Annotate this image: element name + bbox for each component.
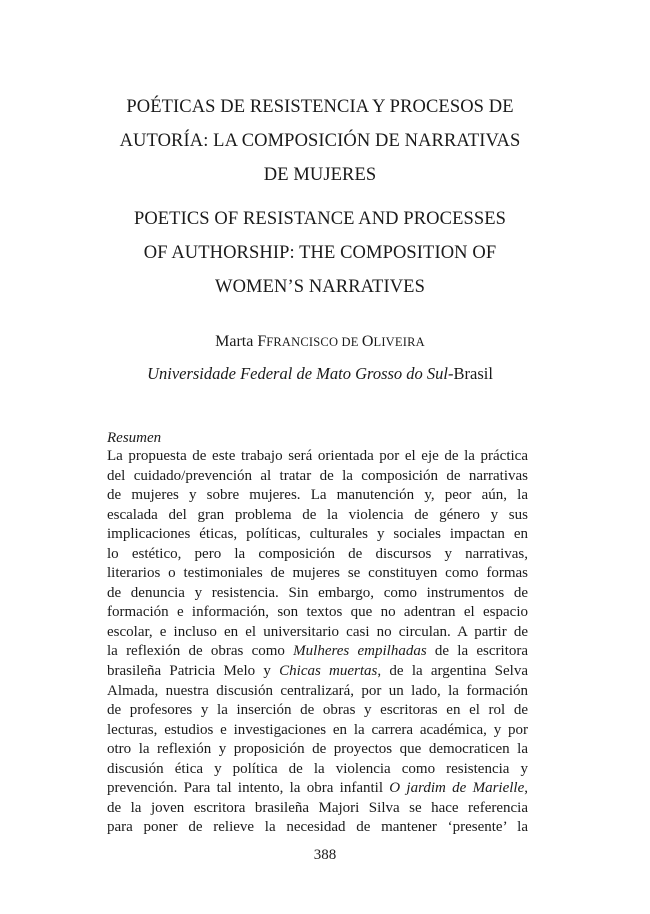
abstract-text: de denuncia y resistencia. Sin embargo, como instrumentos de	[107, 584, 528, 601]
abstract-line	[107, 603, 528, 623]
abstract-text: lecturas, estudios e investigaciones en la carrera académica, y por	[107, 721, 528, 738]
abstract-line	[107, 486, 528, 506]
abstract-text: escalada del gran problema de la violencia de género y sus	[107, 506, 528, 523]
abstract-line	[107, 779, 528, 799]
abstract-text: ,	[524, 780, 528, 797]
abstract-line	[107, 623, 528, 643]
abstract-line	[107, 564, 528, 584]
abstract-line	[107, 682, 528, 702]
spanish-title-line: DE MUJERES	[263, 165, 377, 185]
abstract-text: formación e información, son textos que no adentran el espacio	[107, 604, 528, 621]
abstract-text: Almada, nuestra discusión centralizará, por un lado, la formación	[107, 682, 528, 699]
abstract-line	[107, 662, 528, 682]
abstract-line	[107, 642, 528, 662]
abstract-text: , de la argentina Selva	[377, 663, 529, 680]
abstract-body	[107, 447, 528, 838]
abstract-line	[107, 506, 528, 526]
abstract-text: la reflexión de obras como	[107, 643, 294, 660]
author-surname-initial: F	[257, 333, 267, 350]
abstract-line	[107, 760, 528, 780]
abstract-text: escolar, e incluso en el universitario casi no circulan. A partir de	[107, 623, 528, 640]
abstract-line	[107, 525, 528, 545]
abstract-text: prevención. Para tal intento, la obra infantil	[107, 780, 390, 797]
abstract-text: La propuesta de este trabajo será orientada por el eje de la práctica	[107, 448, 528, 464]
abstract-text: brasileña Patricia Melo y	[107, 663, 280, 680]
abstract-text: del cuidado/prevención al tratar de la composición de narrativas	[107, 467, 528, 484]
abstract-text: otro la reflexión y proposición de proyectos que democraticen la	[107, 741, 528, 758]
abstract-line	[107, 545, 528, 565]
spanish-title	[100, 90, 540, 192]
english-title-line: WOMEN’S NARRATIVES	[215, 277, 425, 297]
abstract-text: de profesores y la inserción de obras y escritoras en el rol de	[107, 702, 528, 719]
abstract-text: de la escritora	[426, 643, 529, 660]
affiliation-institution: Universidade Federal de Mato Grosso do Sul	[147, 364, 448, 383]
abstract-italic-title: Chicas muertas	[279, 663, 378, 680]
spanish-title-line: AUTORÍA: LA COMPOSICIÓN DE NARRATIVAS	[119, 131, 521, 151]
abstract-line	[107, 584, 528, 604]
affiliation-country: -Brasil	[448, 364, 493, 383]
abstract-line	[107, 799, 528, 819]
author-affiliation	[80, 362, 560, 386]
english-title-line: OF AUTHORSHIP: THE COMPOSITION OF	[143, 243, 497, 263]
abstract-line	[107, 701, 528, 721]
abstract-line	[107, 447, 528, 467]
spanish-title-line: POÉTICAS DE RESISTENCIA Y PROCESOS DE	[126, 97, 514, 117]
author-surname2-initial: O	[361, 333, 374, 350]
abstract-text: para poner de relieve la necesidad de mantener ‘presente’ la	[107, 819, 528, 836]
abstract-line	[107, 818, 528, 838]
abstract-heading: Resumen	[107, 430, 162, 446]
author-surname	[257, 333, 425, 350]
abstract-line	[107, 721, 528, 741]
author-name	[100, 330, 540, 354]
abstract-text: implicaciones éticas, políticas, culturales y sociales impactan en	[107, 526, 528, 543]
author-surname2-smallcaps: LIVEIRA	[373, 335, 425, 349]
english-title	[100, 202, 540, 304]
page-number: 388	[313, 847, 337, 863]
author-surname-smallcaps: FRANCISCO DE	[266, 335, 362, 349]
abstract-italic-title: Mulheres empilhadas	[293, 643, 427, 660]
abstract-line	[107, 740, 528, 760]
abstract-text: discusión ética y política de la violencia como resistencia y	[107, 760, 528, 777]
abstract-text: literarios o testimoniales de mujeres se constituyen como formas	[107, 565, 528, 582]
abstract-text: de mujeres y sobre mujeres. La manutención y, peor aún, la	[107, 487, 528, 504]
abstract-italic-title: O jardim de Marielle	[389, 780, 525, 797]
abstract-line	[107, 467, 528, 487]
english-title-line: POETICS OF RESISTANCE AND PROCESSES	[133, 209, 507, 229]
abstract-text: de la joven escritora brasileña Majori Silva se hace referencia	[107, 799, 528, 816]
author-first-name: Marta	[215, 333, 254, 350]
abstract-text: lo estético, pero la composición de discursos y narrativas,	[107, 545, 528, 562]
